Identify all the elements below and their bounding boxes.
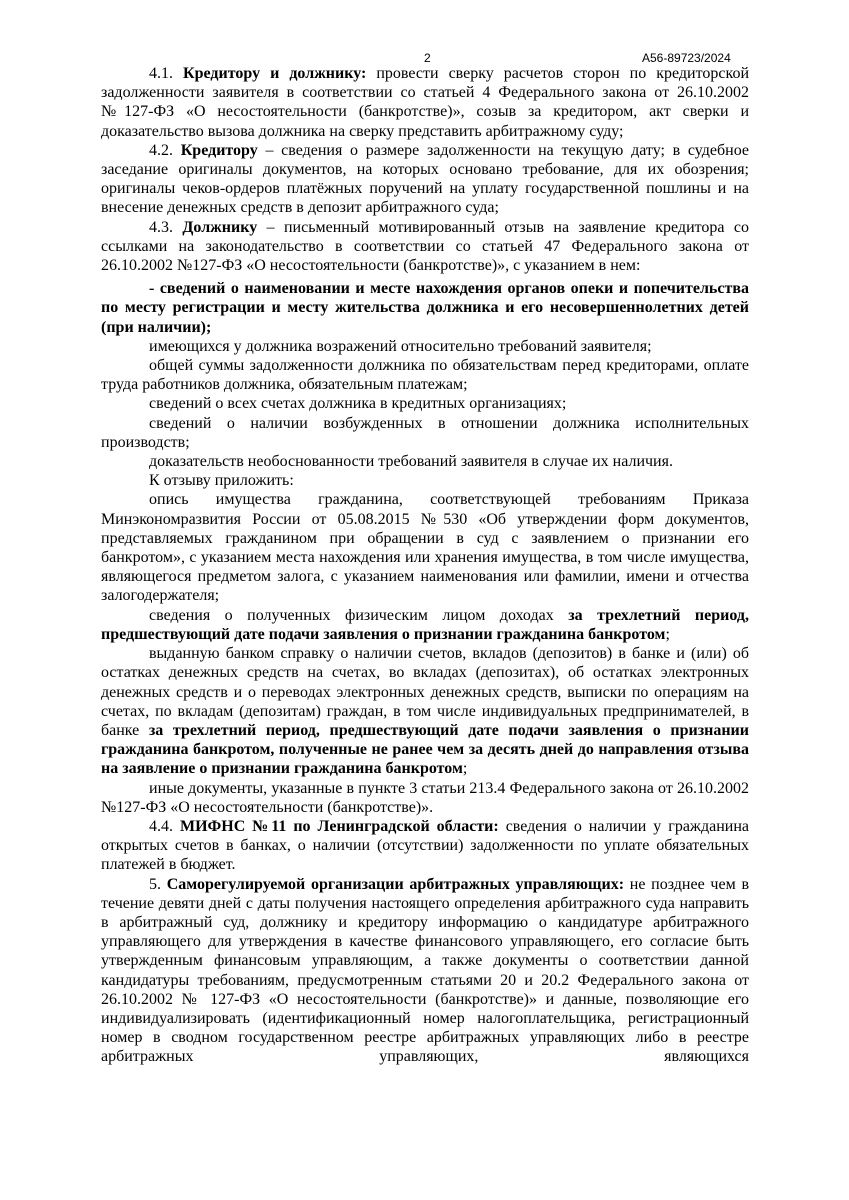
page-number: 2 bbox=[424, 51, 431, 65]
paragraph-heading: Саморегулируемой организации арбитражных управляющих: bbox=[166, 875, 625, 893]
list-item: сведений о наличии возбужденных в отношении должника исполнительных производств; bbox=[101, 414, 749, 451]
list-item: иные документы, указанные в пункте 3 статьи 213.4 Федерального закона от 26.10.2002 №127-ФЗ «О несостоятельности (банкротстве)». bbox=[101, 779, 749, 816]
paragraph-bold-text: за трехлетний период, предшествующий дате подачи заявления о признании гражданина банкротом bbox=[101, 606, 749, 643]
list-item: имеющихся у должника возражений относительно требований заявителя; bbox=[149, 337, 652, 355]
paragraph-text: сведения о наличии у гражданина открытых счетов в банках, о наличии (отсутствии) задолженности по уплате обязательных платежей в бюджет. bbox=[101, 817, 750, 874]
list-item: К отзыву приложить: bbox=[149, 472, 294, 490]
paragraph-tail: ; bbox=[462, 760, 468, 778]
paragraph-heading: Кредитору и должнику: bbox=[183, 65, 367, 82]
list-item: опись имущества гражданина, соответствующей требованиям Приказа Минэкономразвития России от 05.08.2015 №530 «Об утверждении форм документов, представляемых гражданином при обращении в суд с заявлением о признании его банкротом», с указанием места нахождения или хранения имущества, в том числе имущества, являющегося предметом залога, с указанием наименования или фамилии, имени и отчества залогодержателя; bbox=[101, 491, 749, 605]
paragraph-text: выданную банком справку о наличии счетов, вкладов (депозитов) в банке и (или) об остатках денежных средств на счетах, во вкладах (депозитах), об остатках электронных денежных средств и о переводах электронных денежных средств, выписки по операциям на счетах, по вкладам (депозитам) граждан, в том числе индивидуальных предпринимателей, в банке bbox=[101, 645, 749, 739]
paragraph-4-3 bbox=[101, 218, 749, 276]
paragraph-4-2 bbox=[101, 141, 749, 218]
paragraph-bold-text: - сведений о наименовании и месте нахождения органов опеки и попечительства по месту регистрации и месту жительства должника и его несовершеннолетних детей (при наличии); bbox=[101, 280, 749, 336]
paragraph-guardianship bbox=[101, 279, 749, 337]
paragraph-number: 4.3. bbox=[149, 218, 183, 236]
paragraph-text: – письменный мотивированный отзыв на заявление кредитора со ссылками на законодательство в соответствии со статьей 47 Федерального закона от 26.10.2002 №127-ФЗ «О несостоятельности (банкротстве)», с указанием в нем: bbox=[101, 218, 749, 275]
paragraph-4-1 bbox=[101, 64, 749, 141]
paragraph-number: 4.1. bbox=[149, 65, 184, 82]
paragraph-tail: ; bbox=[665, 625, 670, 643]
paragraph-text: провести сверку расчетов сторон по кредиторской задолженности заявителя в соответствии со статьей 4 Федерального закона от 26.10.2002 №127-ФЗ «О несостоятельности (банкротстве)», созыв за кредитором, акт сверки и доказательство вызова должника на сверку представить арбитражному суду; bbox=[101, 65, 750, 140]
list-item bbox=[101, 606, 749, 644]
paragraph-5 bbox=[101, 875, 749, 1067]
list-item: сведений о всех счетах должника в кредитных организациях; bbox=[149, 395, 567, 413]
list-item bbox=[101, 644, 749, 778]
paragraph-text: не позднее чем в течение девяти дней с даты получения настоящего определения арбитражного суда направить в арбитражный суд, должнику и кредитору информацию о кандидатуре арбитражного управляющего для утверждения в качестве финансового управляющего, его согласие быть утвержденным финансовым управляющим, а также документы о соответствии данной кандидатуры требованиям, предусмотренным статьями 20 и 20.2 Федерального закона от 26.10.2002 № 127-ФЗ «О несостоятельности (банкротстве)» и данные, позволяющие его индивидуализировать (идентификационный номер налогоплательщика, регистрационный номер в сводном государственном реестре арбитражных управляющих либо в реестре арбитражных управляющих, являющихся bbox=[101, 875, 749, 1066]
paragraph-heading: Кредитору bbox=[180, 141, 258, 159]
document-body bbox=[101, 64, 749, 1067]
paragraph-text: – сведения о размере задолженности на текущую дату; в судебное заседание оригиналы документов, на которых основано требование, для их обозрения; оригиналы чеков-ордеров платёжных поручений на уплату государственной пошлины и на внесение денежных средств в депозит арбитражного суда; bbox=[101, 141, 750, 217]
paragraph-4-4 bbox=[101, 817, 749, 875]
paragraph-number: 5. bbox=[149, 875, 167, 893]
paragraph-text: сведения о полученных физическим лицом доходах bbox=[149, 606, 569, 624]
case-number: А56-89723/2024 bbox=[642, 51, 731, 65]
paragraph-heading: МИФНС №11 по Ленинградской области: bbox=[179, 817, 499, 835]
list-item: общей суммы задолженности должника по обязательствам перед кредиторами, оплате труда работников должника, обязательным платежам; bbox=[101, 357, 749, 394]
list-item: доказательств необоснованности требований заявителя в случае их наличия. bbox=[149, 453, 673, 471]
paragraph-bold-text: за трехлетний период, предшествующий дате подачи заявления о признании гражданина банкротом, полученные не ранее чем за десять дней до направления отзыва на заявление о признании гражданина банкротом bbox=[101, 721, 749, 778]
paragraph-number: 4.2. bbox=[149, 141, 181, 159]
paragraph-number: 4.4. bbox=[149, 817, 180, 835]
paragraph-heading: Должнику bbox=[182, 218, 258, 236]
